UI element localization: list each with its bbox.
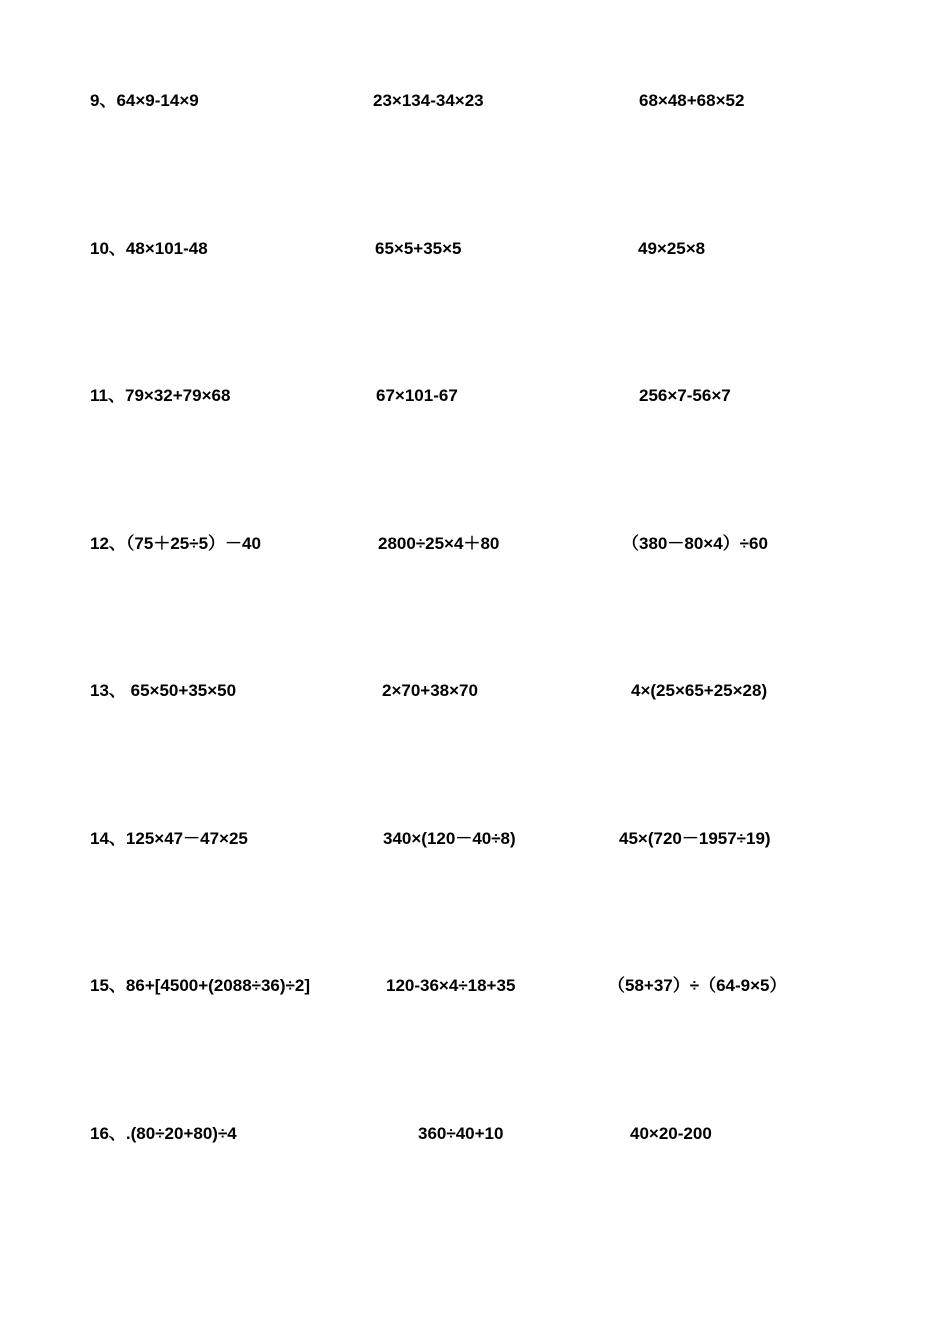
problem-15-col1: [90, 974, 310, 998]
expression: 79×32+79×68: [124, 386, 231, 405]
expression: 68×48+68×52: [639, 91, 745, 110]
expression: （380－80×4）÷60: [622, 534, 768, 553]
expression: 340×(120－40÷8): [383, 829, 516, 848]
expression: 120-36×4÷18+35: [386, 976, 516, 995]
problem-10-col1: [90, 237, 208, 261]
expression: 86+[4500+(2088÷36)÷2]: [125, 976, 310, 995]
problem-9-col1: [90, 89, 199, 113]
problem-number: 13、: [90, 681, 126, 700]
expression: 40×20-200: [630, 1124, 712, 1143]
problem-row-12: [0, 532, 950, 556]
expression: 65×5+35×5: [375, 239, 462, 258]
problem-number: 12、: [90, 534, 126, 553]
expression: 2×70+38×70: [382, 681, 478, 700]
problem-number: 10、: [90, 239, 126, 258]
problem-number: 11、: [90, 386, 125, 405]
expression: 4×(25×65+25×28): [631, 681, 768, 700]
problem-number: 14、: [90, 829, 126, 848]
problem-number: 16、: [90, 1124, 126, 1143]
expression: 125×47－47×25: [125, 829, 248, 848]
problem-row-11: [0, 384, 950, 408]
problem-row-16: [0, 1122, 950, 1146]
expression: 360÷40+10: [418, 1124, 504, 1143]
problem-14-col1: [90, 827, 248, 851]
expression: 49×25×8: [638, 239, 706, 258]
expression: 2800÷25×4＋80: [378, 534, 500, 553]
problem-row-15: [0, 974, 950, 998]
problem-row-10: [0, 237, 950, 261]
problem-16-col1: [90, 1122, 237, 1146]
expression: 256×7-56×7: [639, 386, 731, 405]
expression: 64×9-14×9: [116, 91, 199, 110]
expression: 48×101-48: [125, 239, 208, 258]
problem-12-col1: [90, 532, 261, 556]
problem-number: 9、: [90, 91, 117, 110]
expression: 45×(720－1957÷19): [619, 829, 771, 848]
problem-13-col1: [90, 679, 236, 703]
problem-row-14: [0, 827, 950, 851]
expression: 23×134-34×23: [373, 91, 484, 110]
expression: .(80÷20+80)÷4: [125, 1124, 237, 1143]
problem-row-9: [0, 89, 950, 113]
expression: 67×101-67: [376, 386, 458, 405]
expression: 65×50+35×50: [125, 681, 237, 700]
problem-11-col1: [90, 384, 230, 408]
expression: （58+37）÷（64-9×5）: [608, 976, 787, 995]
problem-row-13: [0, 679, 950, 703]
expression: （75＋25÷5）－40: [125, 534, 261, 553]
problem-number: 15、: [90, 976, 126, 995]
